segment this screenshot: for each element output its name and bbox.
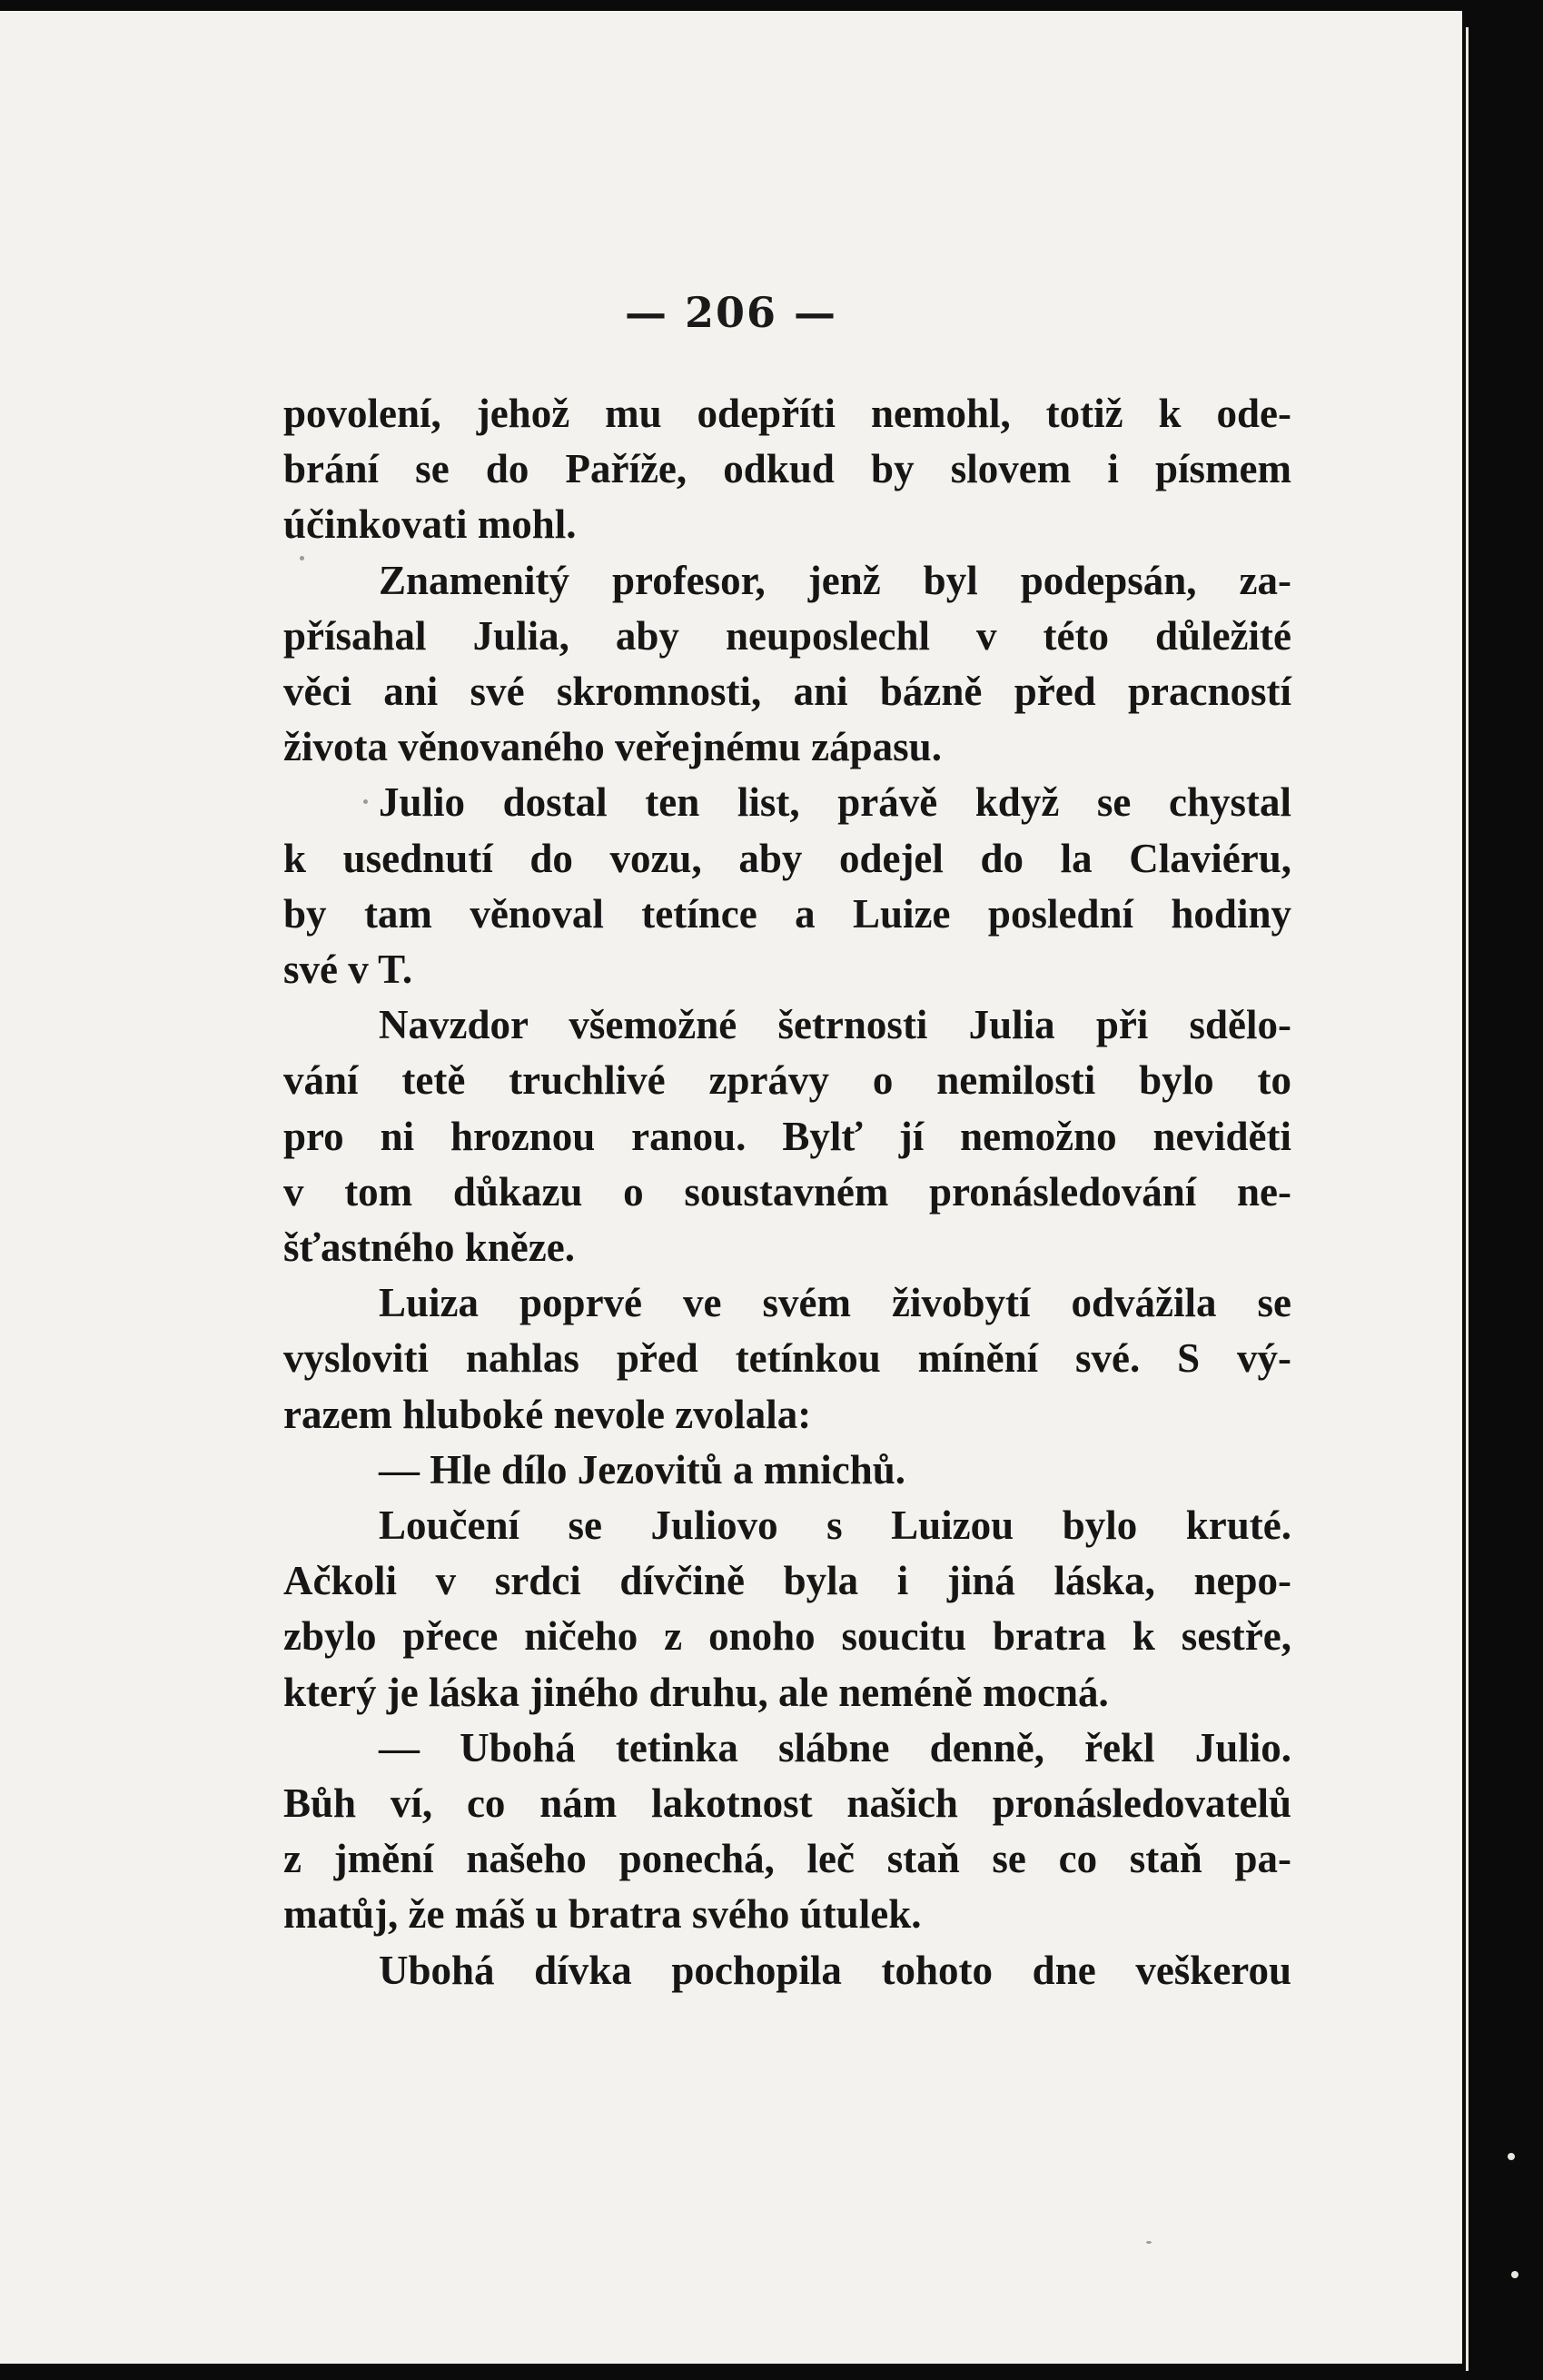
text-line: šťastného kněze. bbox=[283, 1225, 575, 1271]
text-line: přísahal Julia, aby neuposlechl v této důležité bbox=[283, 612, 1291, 659]
text-line: brání se do Paříže, odkud by slovem i písmem bbox=[283, 446, 1291, 492]
text-line: v tom důkazu o soustavném pronásledování ne- bbox=[283, 1168, 1291, 1215]
text-line: Navzdor všemožné šetrnosti Julia při sdělo- bbox=[379, 1002, 1291, 1048]
text-line: matůj, že máš u bratra svého útulek. bbox=[283, 1891, 922, 1938]
text-line: Znamenitý profesor, jenž byl podepsán, za- bbox=[379, 557, 1291, 603]
paper-speck bbox=[1146, 2241, 1152, 2244]
text-line: účinkovati mohl. bbox=[283, 501, 577, 548]
page-number: — 206 — bbox=[624, 288, 838, 337]
body-text bbox=[283, 386, 1291, 1998]
text-line: Loučení se Juliovo s Luizou bylo kruté. bbox=[379, 1502, 1291, 1549]
edge-mark bbox=[1508, 2153, 1515, 2160]
text-line: z jmění našeho ponechá, leč staň se co staň pa- bbox=[283, 1836, 1291, 1882]
paper-speck bbox=[363, 799, 368, 804]
text-line: Luiza poprvé ve svém živobytí odvážila se bbox=[379, 1280, 1291, 1326]
text-line: — Ubohá tetinka slábne denně, řekl Julio. bbox=[379, 1724, 1291, 1770]
book-page bbox=[0, 11, 1462, 2364]
text-line: věci ani své skromnosti, ani bázně před pracností bbox=[283, 669, 1291, 715]
text-line: Ačkoli v srdci dívčině byla i jiná láska, nepo- bbox=[283, 1558, 1291, 1604]
text-line: vání tetě truchlivé zprávy o nemilosti bylo to bbox=[283, 1057, 1291, 1104]
text-line: vysloviti nahlas před tetínkou mínění své. S vý- bbox=[283, 1335, 1291, 1382]
paper-speck bbox=[300, 556, 304, 560]
text-line: pro ni hroznou ranou. Bylť jí nemožno neviděti bbox=[283, 1113, 1291, 1159]
text-line: Ubohá dívka pochopila tohoto dne veškerou bbox=[379, 1947, 1291, 1993]
text-line: by tam věnoval tetínce a Luize poslední hodiny bbox=[283, 890, 1291, 937]
text-line: Bůh ví, co nám lakotnost našich pronásledovatelů bbox=[283, 1780, 1291, 1827]
edge-mark bbox=[1511, 2271, 1518, 2278]
text-line: — Hle dílo Jezovitů a mnichů. bbox=[379, 1446, 906, 1492]
text-line: života věnovaného veřejnému zápasu. bbox=[283, 724, 942, 770]
text-line: k usednutí do vozu, aby odejel do la Claviéru, bbox=[283, 835, 1291, 881]
text-line: Julio dostal ten list, právě když se chystal bbox=[379, 779, 1291, 826]
page-edge bbox=[1466, 27, 1469, 2371]
text-line: razem hluboké nevole zvolala: bbox=[283, 1391, 812, 1437]
text-line: své v T. bbox=[283, 947, 413, 993]
text-line: povolení, jehož mu odepříti nemohl, totiž k ode- bbox=[283, 391, 1291, 436]
text-line: zbylo přece ničeho z onoho soucitu bratra k sestře, bbox=[283, 1613, 1291, 1660]
text-line: který je láska jiného druhu, ale neméně mocná. bbox=[283, 1669, 1109, 1715]
